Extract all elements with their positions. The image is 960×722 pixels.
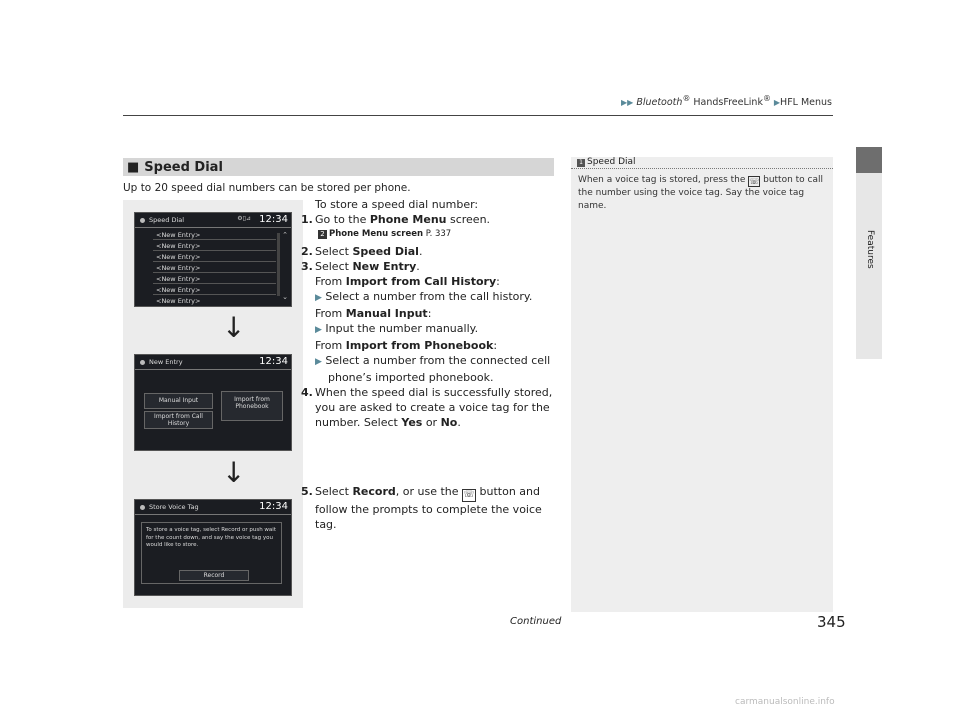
list-item[interactable]: <New Entry> (153, 253, 276, 262)
step-text: From (315, 307, 346, 320)
step-2 (301, 244, 555, 259)
step-4-cont (315, 415, 555, 430)
note-icon: 1 (577, 159, 585, 167)
reference-title: Phone Menu screen (329, 229, 424, 239)
instruction-text: To store a voice tag, select Record or push wait for the count down, and say the voice tag you would like to store. (146, 527, 276, 549)
arrow-icon: ▶ (315, 357, 322, 367)
procedure-steps (301, 197, 555, 532)
option-1 (315, 274, 555, 289)
step-text: screen. (446, 213, 491, 226)
chapter-tab (856, 147, 882, 173)
step-text: When the speed dial is successfully stored, (315, 386, 553, 399)
option-2-desc (315, 321, 555, 338)
continued-label: Continued (510, 616, 562, 627)
talk-button-icon: ☏ (463, 490, 475, 500)
list-item[interactable]: <New Entry> (153, 242, 276, 251)
step-4-cont: you are asked to create a voice tag for the (315, 401, 550, 414)
option-title: Import from Call History (345, 275, 497, 288)
step-number: 5. (301, 485, 313, 498)
step-text: Select (315, 260, 353, 273)
page-reference[interactable] (315, 227, 555, 242)
page-number: 345 (817, 613, 846, 631)
step-3 (301, 259, 555, 274)
intro-text: Up to 20 speed dial numbers can be stored per phone. (123, 182, 411, 194)
note-panel (571, 157, 833, 612)
list-item[interactable]: <New Entry> (153, 275, 276, 284)
option-2 (315, 306, 555, 321)
option-description: Select a number from the call history. (325, 290, 533, 303)
breadcrumb-arrow-icon: ▶▶ (620, 98, 634, 108)
signal-icon: ⚙▯⊿ (237, 215, 251, 222)
step-number: 4. (301, 386, 313, 399)
screen-divider (135, 514, 291, 515)
note-divider (571, 168, 833, 169)
record-button[interactable]: Record (179, 570, 249, 581)
step-number: 1. (301, 213, 313, 226)
section-heading (123, 158, 554, 176)
breadcrumb-item: HFL Menus (780, 97, 832, 109)
step-text: : (427, 307, 432, 320)
down-arrow-icon: ↓ (222, 311, 246, 344)
arrow-icon: ▶ (315, 325, 322, 335)
watermark: carmanualsonline.info (735, 697, 835, 707)
steps-lead: To store a speed dial number: (315, 198, 479, 211)
step-text: or (422, 416, 441, 429)
note-heading (571, 157, 636, 167)
screen-title: Speed Dial (149, 216, 185, 224)
option-3-desc (315, 353, 555, 370)
note-body: button to call the number using the voice tag. Say the voice tag name. (578, 175, 824, 211)
option-1-desc (315, 289, 555, 306)
step-text: number. Select (315, 416, 402, 429)
step-1 (301, 212, 555, 227)
step-text: From (315, 275, 346, 288)
talk-button-icon: ☏ (749, 177, 760, 186)
list-item[interactable]: <New Entry> (153, 264, 276, 273)
menu-icon (140, 218, 145, 223)
breadcrumb-item: Bluetooth (636, 97, 683, 109)
registered-mark: ® (762, 94, 771, 103)
step-text: . (418, 245, 423, 258)
step-text: button and (476, 485, 540, 498)
section-marker-icon: ■ (127, 159, 140, 175)
clock: 12:34 (259, 214, 288, 225)
scroll-up-icon[interactable]: ⌃ (282, 231, 288, 239)
step-text: From (315, 339, 346, 352)
arrow-icon: ▶ (315, 293, 322, 303)
scroll-down-icon[interactable]: ⌄ (282, 293, 288, 301)
note-text (578, 174, 828, 213)
option-description: Select a number from the connected cell (325, 354, 551, 367)
no-option: No (440, 416, 458, 429)
menu-icon (140, 505, 145, 510)
screen-divider (135, 227, 291, 228)
registered-mark: ® (682, 94, 691, 103)
option-3-desc-cont: phone’s imported phonebook. (328, 371, 494, 384)
step-5-cont: follow the prompts to complete the voice (315, 503, 542, 516)
breadcrumb (621, 94, 832, 108)
reference-icon: 2 (318, 230, 327, 239)
clock: 12:34 (259, 356, 288, 367)
yes-option: Yes (401, 416, 423, 429)
step-text: Select (315, 485, 353, 498)
menu-icon (140, 360, 145, 365)
step-5 (301, 484, 555, 502)
scrollbar[interactable] (277, 233, 280, 296)
step-bold: Phone Menu (369, 213, 447, 226)
step-text: : (496, 275, 500, 288)
step-text: Go to the (315, 213, 370, 226)
reference-page: P. 337 (423, 229, 452, 239)
breadcrumb-item: HandsFreeLink (690, 97, 763, 109)
step-number: 2. (301, 245, 313, 258)
step-bold: Record (352, 485, 396, 498)
step-text: Select (315, 245, 353, 258)
step-4 (301, 385, 555, 400)
import-call-history-button[interactable]: Import from Call History (144, 411, 213, 429)
store-voice-tag-screen (134, 499, 292, 596)
header-divider (123, 115, 833, 116)
section-title: Speed Dial (144, 159, 223, 175)
step-5-cont: tag. (315, 518, 337, 531)
step-bold: Speed Dial (352, 245, 419, 258)
step-text: : (493, 339, 498, 352)
list-item[interactable]: <New Entry> (153, 286, 276, 295)
list-item[interactable]: <New Entry> (156, 297, 201, 305)
screen-divider (135, 369, 291, 370)
import-phonebook-button[interactable]: Import from Phonebook (221, 391, 283, 421)
screen-title: Store Voice Tag (149, 503, 199, 511)
note-title: Speed Dial (587, 157, 636, 167)
option-title: Manual Input (345, 307, 428, 320)
note-body: When a voice tag is stored, press the (578, 175, 749, 185)
option-title: Import from Phonebook (345, 339, 494, 352)
step-bold: New Entry (352, 260, 417, 273)
option-3 (315, 338, 555, 353)
breadcrumb-arrow-icon: ▶ (773, 98, 781, 108)
screen-title: New Entry (149, 358, 183, 366)
option-description: Input the number manually. (325, 322, 479, 335)
down-arrow-icon: ↓ (222, 456, 246, 489)
step-text: . (457, 416, 461, 429)
step-text: . (416, 260, 420, 273)
speed-dial-screen (134, 212, 292, 307)
step-text: , or use the (395, 485, 463, 498)
new-entry-screen (134, 354, 292, 451)
list-item[interactable]: <New Entry> (153, 231, 276, 240)
step-number: 3. (301, 260, 313, 273)
manual-input-button[interactable]: Manual Input (144, 393, 213, 409)
clock: 12:34 (259, 501, 288, 512)
